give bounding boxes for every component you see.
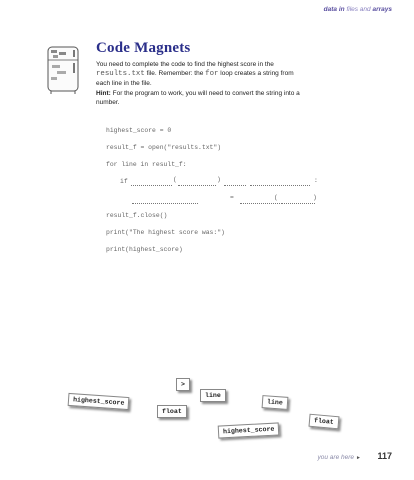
magnet-float[interactable]: float — [308, 414, 339, 430]
you-are-here-label: you are here — [317, 454, 354, 461]
running-header — [324, 6, 392, 13]
code-line-3: for line in result_f: — [106, 161, 187, 168]
close-paren: ) — [217, 176, 221, 183]
header-part-1: data in — [323, 6, 345, 13]
magnet-highest-score[interactable]: highest_score — [218, 422, 280, 438]
open-paren: ( — [173, 176, 177, 183]
blank-slot-7 — [281, 202, 315, 204]
close-paren-2: ) — [313, 194, 317, 201]
code-line-2: result_f = open("results.txt") — [106, 144, 222, 151]
blank-slot-5 — [132, 202, 198, 204]
code-line-7: print("The highest score was:") — [106, 229, 225, 236]
intro-filename: results.txt — [96, 70, 145, 79]
blank-slot-2 — [178, 184, 216, 186]
hint-paragraph — [96, 89, 301, 107]
open-paren-2: ( — [274, 194, 278, 201]
blank-slot-1 — [131, 184, 172, 186]
blank-slot-6 — [240, 202, 280, 204]
blank-slot-3 — [224, 184, 246, 186]
header-part-3: arrays — [372, 6, 392, 13]
code-line-1: highest_score = 0 — [106, 127, 172, 134]
intro-text-3: loop creates a string from each line in the file. — [96, 70, 294, 88]
intro-keyword: for — [205, 70, 219, 79]
page-title: Code Magnets — [96, 40, 191, 56]
magnet-line[interactable]: line — [262, 395, 289, 410]
intro-text-2: file. Remember: the — [146, 70, 204, 78]
hint-text: For the program to work, you will need to convert the string into a number. — [96, 90, 300, 107]
code-line-8: print(highest_score) — [106, 246, 183, 253]
arrow-icon: ► — [356, 455, 361, 461]
intro-paragraph — [96, 60, 301, 89]
code-equals: = — [230, 194, 234, 201]
magnet-greater-than[interactable]: > — [176, 378, 190, 391]
magnet-line[interactable]: line — [200, 389, 226, 402]
magnet-float[interactable]: float — [157, 405, 187, 418]
blank-slot-4 — [250, 184, 310, 186]
header-part-2: files and — [346, 6, 371, 13]
code-colon: : — [314, 177, 318, 184]
code-if-keyword: if — [120, 178, 128, 185]
magnet-highest-score[interactable]: highest_score — [68, 393, 130, 410]
fridge-illustration — [45, 43, 83, 95]
code-line-6: result_f.close() — [106, 212, 168, 219]
intro-text-1: You need to complete the code to find the highest score in the — [96, 61, 274, 68]
page-number: 117 — [377, 451, 392, 461]
hint-label: Hint: — [96, 90, 111, 97]
